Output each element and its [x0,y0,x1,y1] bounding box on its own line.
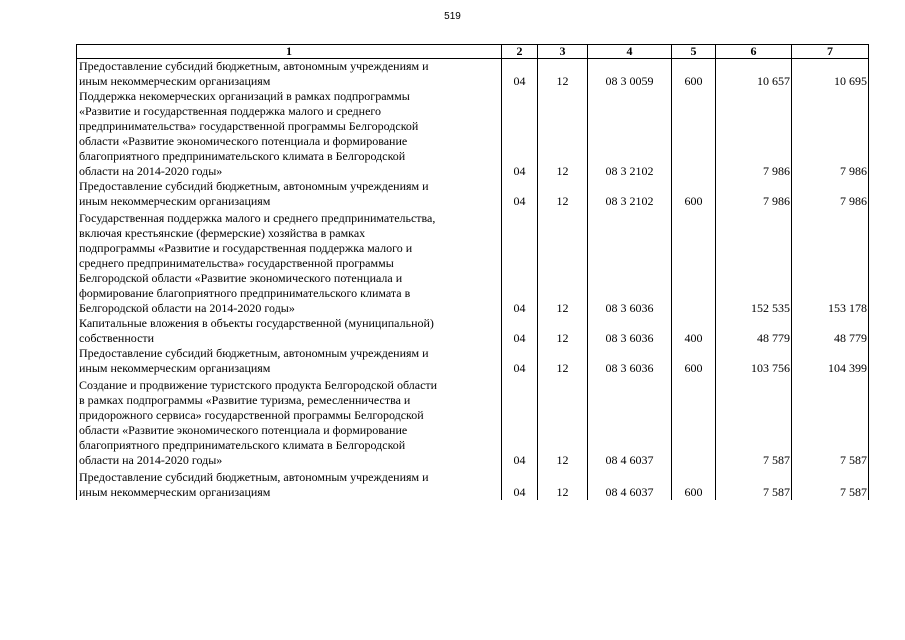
amount-year-1: 48 779 [716,316,792,346]
target-article-code: 08 4 6037 [588,468,672,500]
description-line: Предоставление субсидий бюджетным, автономным учреждениям и [79,59,429,73]
section-code: 04 [502,468,538,500]
amount-year-2: 7 986 [792,179,869,209]
expense-type-code: 600 [672,59,716,90]
amount-year-1: 10 657 [716,59,792,90]
description-line: подпрограммы «Развитие и государственная поддержка малого и [79,241,413,255]
description-line: в рамках подпрограммы «Развитие туризма, ремесленничества и [79,393,411,407]
description-line: иным некоммерческим организациям [79,485,271,499]
section-code: 04 [502,179,538,209]
subsection-code: 12 [538,376,588,468]
description-line: собственности [79,331,155,345]
row-description [77,316,502,346]
amount-year-2: 7 587 [792,376,869,468]
description-line: придорожного сервиса» государственной программы Белгородской [79,408,424,422]
subsection-code: 12 [538,209,588,316]
description-line: Капитальные вложения в объекты государственной (муниципальной) [79,316,434,330]
amount-year-1: 103 756 [716,346,792,376]
expense-type-code: 600 [672,468,716,500]
section-code: 04 [502,376,538,468]
amount-year-1: 7 587 [716,376,792,468]
expense-type-code [672,89,716,179]
description-line: включая крестьянские (фермерские) хозяйства в рамках [79,226,366,240]
table-row [77,376,869,468]
target-article-code: 08 4 6037 [588,376,672,468]
target-article-code: 08 3 0059 [588,59,672,90]
description-line: области «Развитие экономического потенциала и формирование [79,423,408,437]
amount-year-2: 10 695 [792,59,869,90]
subsection-code: 12 [538,316,588,346]
description-line: области «Развитие экономического потенциала и формирование [79,134,408,148]
description-line: формирование благоприятного предпринимательского климата в [79,286,411,300]
page-number: 519 [444,11,461,22]
table-row [77,179,869,209]
amount-year-2: 7 986 [792,89,869,179]
amount-year-1: 152 535 [716,209,792,316]
amount-year-2: 104 399 [792,346,869,376]
table-row [77,468,869,500]
amount-year-2: 7 587 [792,468,869,500]
column-header-2: 2 [502,45,538,59]
description-line: благоприятного предпринимательского климата в Белгородской [79,149,406,163]
row-description [77,89,502,179]
subsection-code: 12 [538,468,588,500]
target-article-code: 08 3 6036 [588,316,672,346]
expense-type-code [672,376,716,468]
subsection-code: 12 [538,59,588,90]
expense-type-code [672,209,716,316]
section-code: 04 [502,89,538,179]
description-line: Предоставление субсидий бюджетным, автономным учреждениям и [79,346,429,360]
description-line: Создание и продвижение туристского продукта Белгородской области [79,378,438,392]
row-description [77,179,502,209]
amount-year-2: 153 178 [792,209,869,316]
description-line: иным некоммерческим организациям [79,74,271,88]
table-row [77,209,869,316]
amount-year-1: 7 986 [716,89,792,179]
description-line: иным некоммерческим организациям [79,361,271,375]
table-body [77,59,869,501]
amount-year-2: 48 779 [792,316,869,346]
description-line: Предоставление субсидий бюджетным, автономным учреждениям и [79,470,429,484]
expense-type-code: 400 [672,316,716,346]
subsection-code: 12 [538,179,588,209]
column-header-1: 1 [77,45,502,59]
expense-type-code: 600 [672,346,716,376]
column-header-4: 4 [588,45,672,59]
table-row [77,59,869,90]
description-line: Белгородской области «Развитие экономического потенциала и [79,271,403,285]
description-line: Государственная поддержка малого и среднего предпринимательства, [79,211,436,225]
section-code: 04 [502,209,538,316]
amount-year-1: 7 986 [716,179,792,209]
target-article-code: 08 3 2102 [588,179,672,209]
target-article-code: 08 3 2102 [588,89,672,179]
column-header-7: 7 [792,45,869,59]
row-description [77,468,502,500]
target-article-code: 08 3 6036 [588,346,672,376]
description-line: Предоставление субсидий бюджетным, автономным учреждениям и [79,179,429,193]
column-header-3: 3 [538,45,588,59]
description-line: области на 2014-2020 годы» [79,453,223,467]
section-code: 04 [502,346,538,376]
row-description [77,346,502,376]
row-description [77,59,502,90]
table-row [77,346,869,376]
section-code: 04 [502,316,538,346]
subsection-code: 12 [538,89,588,179]
budget-table [76,44,869,500]
description-line: среднего предпринимательства» государственной программы [79,256,394,270]
description-line: благоприятного предпринимательского климата в Белгородской [79,438,406,452]
section-code: 04 [502,59,538,90]
description-line: области на 2014-2020 годы» [79,164,223,178]
row-description [77,376,502,468]
column-header-5: 5 [672,45,716,59]
description-line: иным некоммерческим организациям [79,194,271,208]
description-line: предпринимательства» государственной программы Белгородской [79,119,419,133]
target-article-code: 08 3 6036 [588,209,672,316]
table-row [77,316,869,346]
table-header-row [77,45,869,59]
description-line: Поддержка некомерческих организаций в рамках подпрограммы [79,89,410,103]
amount-year-1: 7 587 [716,468,792,500]
column-header-6: 6 [716,45,792,59]
expense-type-code: 600 [672,179,716,209]
description-line: Белгородской области на 2014-2020 годы» [79,301,295,315]
subsection-code: 12 [538,346,588,376]
description-line: «Развитие и государственная поддержка малого и среднего [79,104,382,118]
row-description [77,209,502,316]
table-row [77,89,869,179]
